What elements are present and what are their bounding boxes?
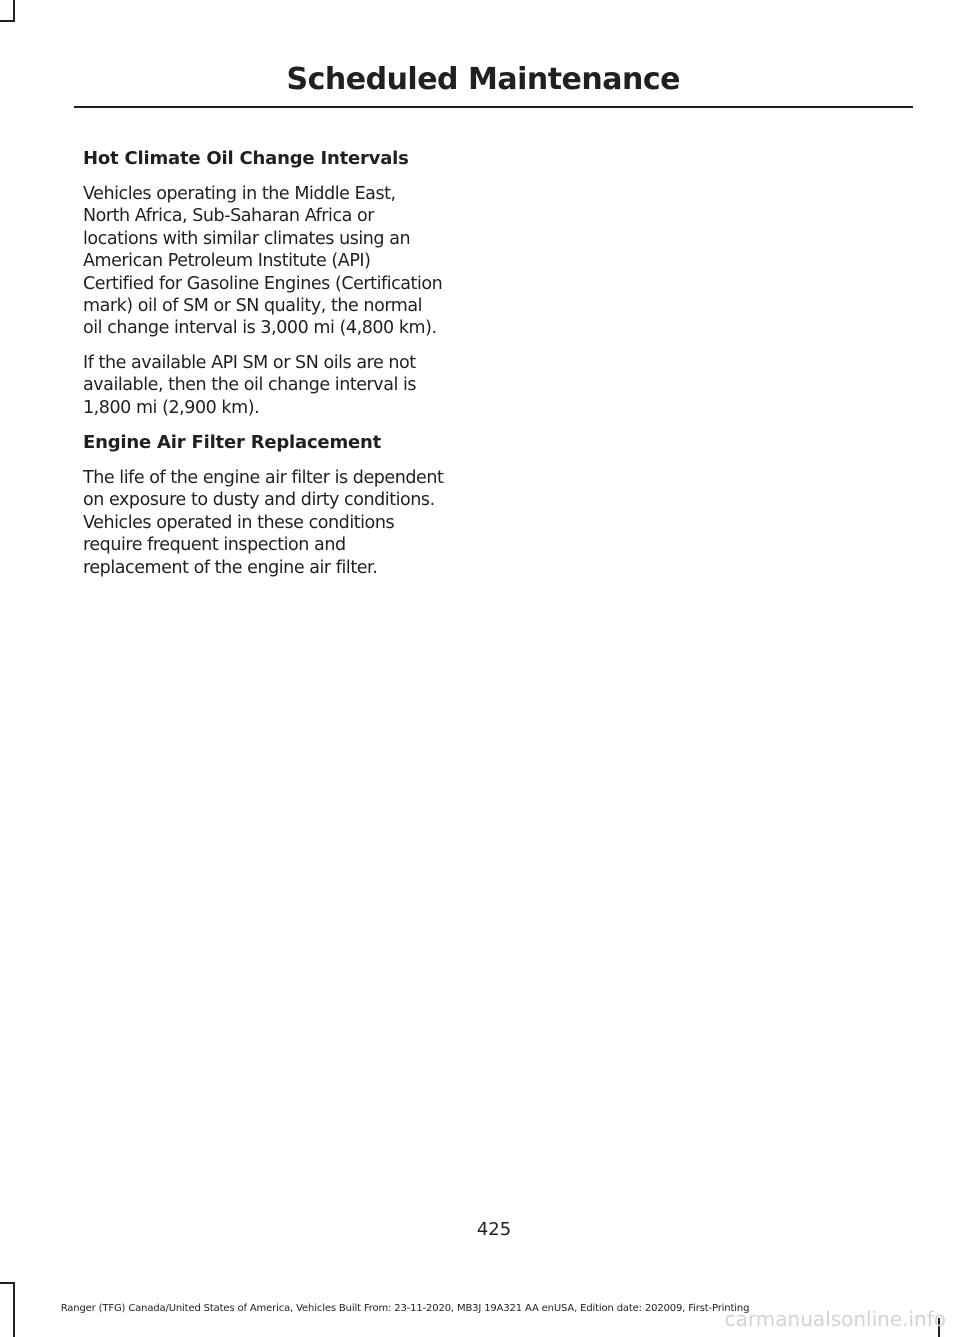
- main-content: [83, 147, 478, 591]
- watermark: carmanualsonline.info: [724, 1307, 946, 1331]
- paragraph: If the available API SM or SN oils are not available, then the oil change interval is 1,800 mi (2,900 km).: [83, 352, 417, 418]
- crop-mark-top-left-horizontal: [0, 20, 15, 22]
- paragraph: Vehicles operating in the Middle East, North Africa, Sub-Saharan Africa or locations with similar climates using an American Petroleum Institute (API) Certified for Gasoline Engines (Certification mark) oil of SM or SN quality, the normal oil change interval is 3,000 mi (4,800 km).: [83, 184, 443, 339]
- crop-mark-bottom-left-horizontal: [0, 1282, 15, 1284]
- page-title: Scheduled Maintenance: [286, 62, 680, 97]
- page-number: 425: [476, 1219, 512, 1240]
- section-engine-air-filter: [83, 431, 478, 579]
- paragraph: The life of the engine air filter is dependent on exposure to dusty and dirty conditions. Vehicles operated in these conditions require frequent inspection and replacement of the engine air filter.: [83, 468, 444, 578]
- edition-footer: Ranger (TFG) Canada/United States of America, Vehicles Built From: 23-11-2020, MB3J 19A321 AA enUSA, Edition date: 202009, First-Printing: [60, 1303, 750, 1314]
- section-heading: Engine Air Filter Replacement: [83, 432, 382, 454]
- section-hot-climate-oil-change: [83, 147, 478, 419]
- header-rule: [74, 106, 913, 108]
- section-heading: Hot Climate Oil Change Intervals: [83, 148, 409, 169]
- crop-mark-top-left-vertical: [13, 0, 15, 22]
